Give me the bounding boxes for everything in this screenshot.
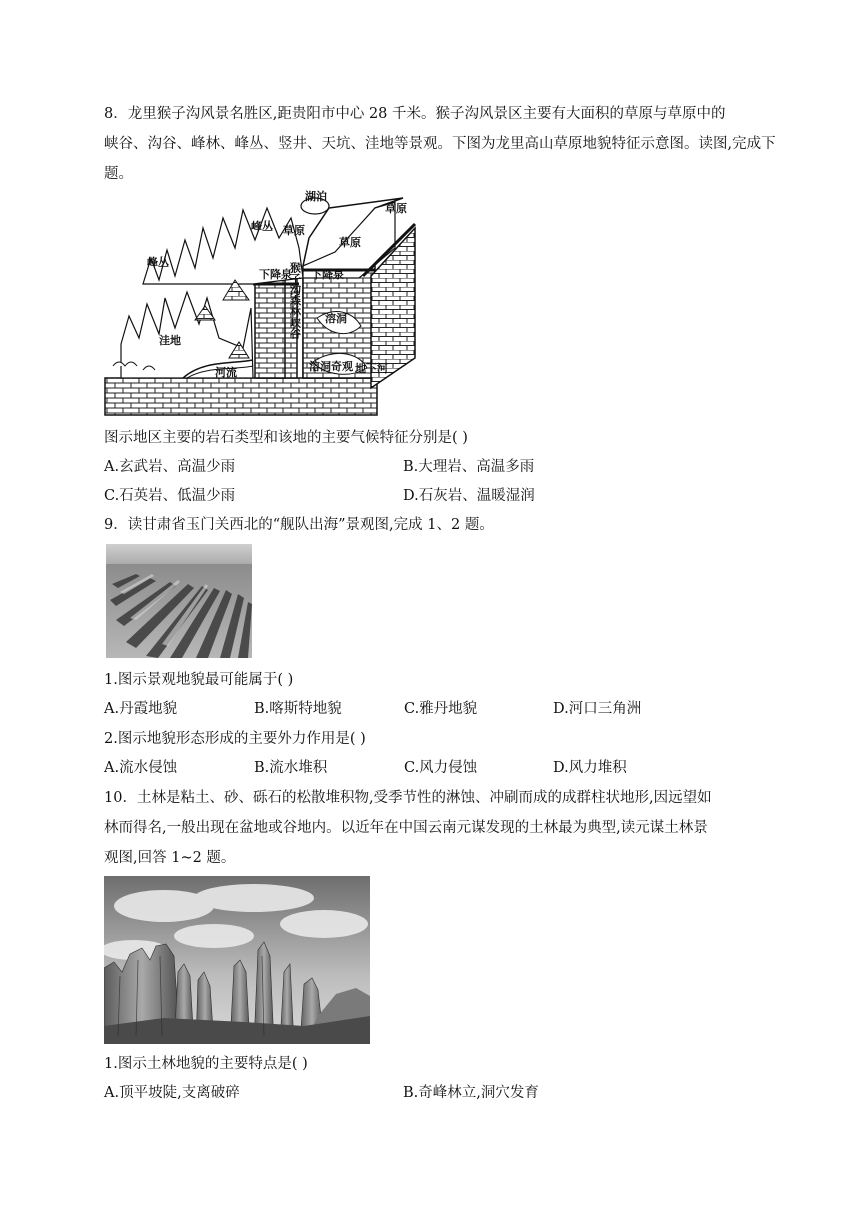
q9-stem: 9．读甘肃省玉门关西北的“舰队出海”景观图,完成 1、2 题。: [104, 517, 494, 533]
label-river: 河流: [215, 366, 237, 379]
q9-sub1-option-a: A.丹霞地貌: [104, 701, 178, 717]
q9-sub1-question: 1.图示景观地貌最可能属于( ): [104, 672, 294, 688]
q10-sub1-option-b: B.奇峰林立,洞穴发育: [403, 1085, 539, 1101]
q10-sub1-option-a: A.顶平坡陡,支离破碎: [104, 1085, 240, 1101]
q8-stem-line1: 8．龙里猴子沟风景名胜区,距贵阳市中心 28 千米。猴子沟风景区主要有大面积的草原与草原中的: [104, 106, 726, 122]
q10-stem-line1: 10．土林是粘土、砂、砾石的松散堆积物,受季节性的淋蚀、冲刷而成的成群柱状地形,因远望如: [104, 790, 712, 806]
q8-option-a: A.玄武岩、高温少雨: [104, 459, 236, 475]
q9-sub1-option-c: C.雅丹地貌: [404, 701, 478, 717]
label-grassland-top: 草原: [385, 202, 407, 215]
q10-stem-line3: 观图,回答 1~2 题。: [104, 850, 236, 866]
q10-sub1-question: 1.图示土林地貌的主要特点是( ): [104, 1056, 308, 1072]
q9-sub2-option-c: C.风力侵蚀: [404, 760, 478, 776]
q8-stem-line3: 题。: [104, 166, 133, 182]
label-canyon: 猴子沟森林峡谷: [288, 262, 302, 339]
label-grassland-left: 草原: [283, 224, 305, 237]
karst-landform-diagram: [103, 188, 419, 418]
q9-sub2-option-d: D.风力堆积: [553, 760, 627, 776]
label-cave: 溶洞: [325, 312, 347, 325]
label-peak-cluster-top: 峰丛: [251, 220, 273, 233]
q8-question: 图示地区主要的岩石类型和该地的主要气候特征分别是( ): [104, 430, 468, 446]
q9-sub1-option-d: D.河口三角洲: [553, 701, 642, 717]
label-funnel-left: 下降泉: [259, 268, 292, 281]
label-funnel-right: 下降泉: [311, 268, 344, 281]
label-depression: 洼地: [159, 334, 181, 347]
q9-sub2-question: 2.图示地貌形态形成的主要外力作用是( ): [104, 731, 366, 747]
yardang-photo: [106, 544, 252, 658]
earth-forest-photo: [104, 876, 370, 1044]
q10-stem-line2: 林而得名,一般出现在盆地或谷地内。以近年在中国云南元谋发现的土林最为典型,读元谋土林景: [104, 820, 708, 836]
label-underground-river: 地下河: [355, 362, 388, 375]
q8-option-c: C.石英岩、低温少雨: [104, 488, 236, 504]
q8-option-b: B.大理岩、高温多雨: [403, 459, 535, 475]
q9-sub2-option-b: B.流水堆积: [254, 760, 328, 776]
q8-stem-line2: 峡谷、沟谷、峰林、峰丛、竖井、天坑、洼地等景观。下图为龙里高山草原地貌特征示意图。读图,完成下: [104, 136, 776, 152]
q9-sub1-option-b: B.喀斯特地貌: [254, 701, 342, 717]
label-peak-cluster: 峰丛: [147, 256, 169, 269]
label-karst-cave: 溶洞奇观: [309, 360, 353, 373]
label-grassland: 草原: [339, 236, 361, 249]
label-lake: 湖泊: [305, 190, 327, 203]
q8-option-d: D.石灰岩、温暖湿润: [403, 488, 535, 504]
q9-sub2-option-a: A.流水侵蚀: [104, 760, 178, 776]
